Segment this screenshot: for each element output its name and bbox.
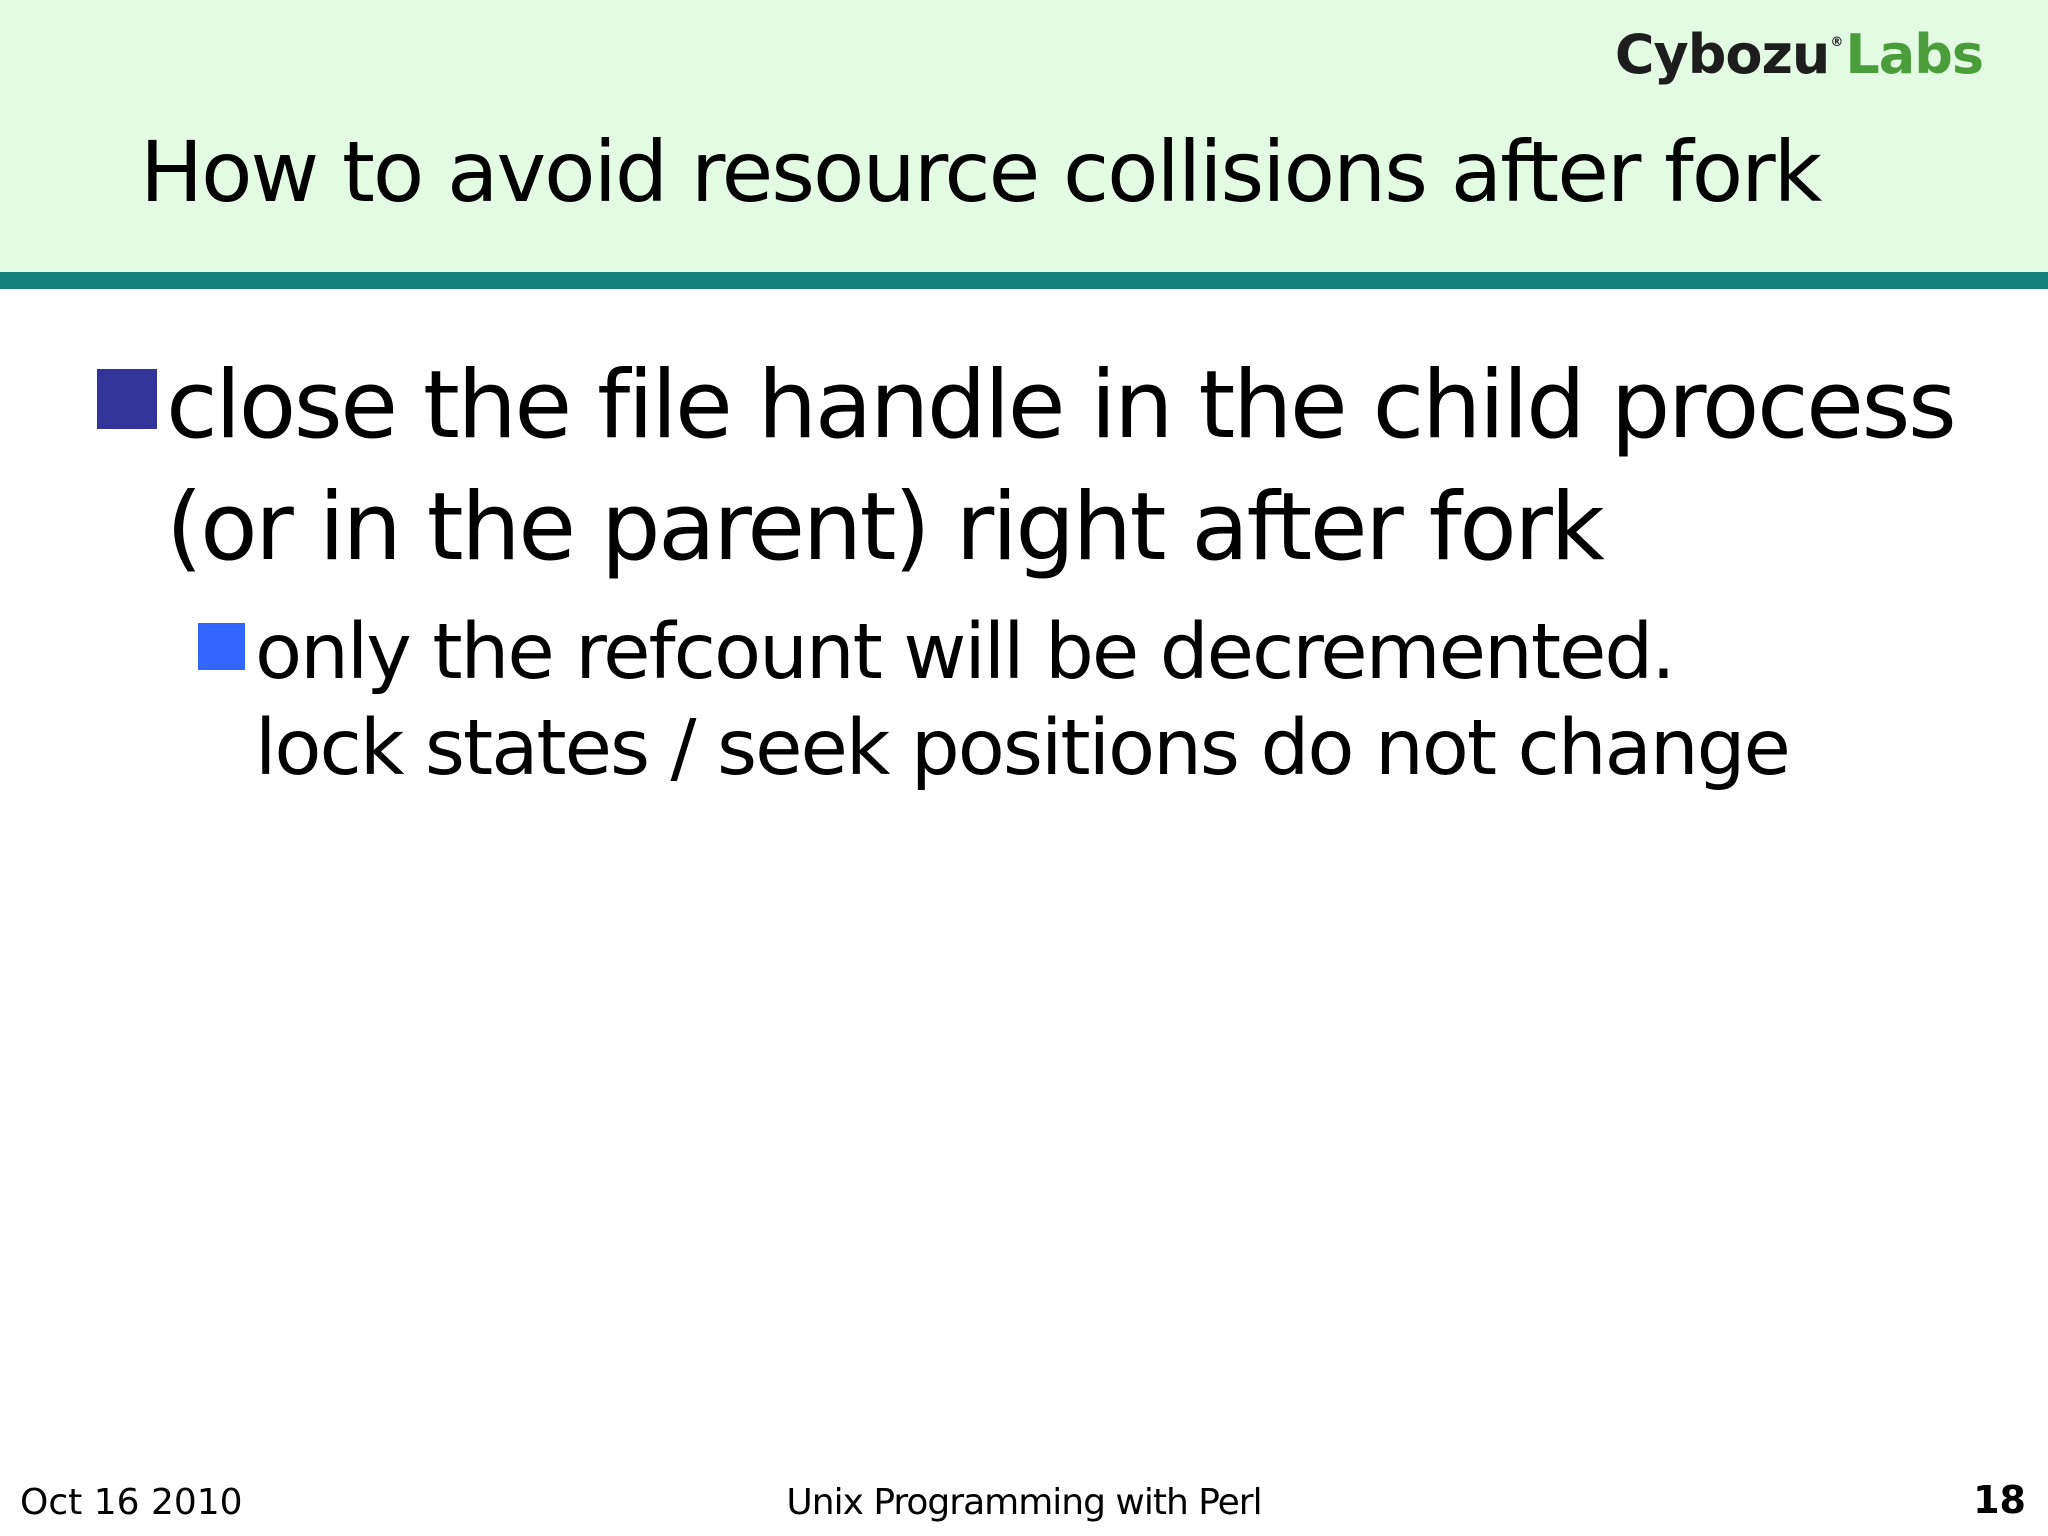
footer-presentation-title: Unix Programming with Perl <box>786 1482 1262 1523</box>
slide-header <box>0 0 2048 272</box>
cybozu-labs-logo <box>1614 23 1983 86</box>
bullet-square-icon <box>97 369 157 429</box>
page-number: 18 <box>1973 1478 2026 1522</box>
slide-title: How to avoid resource collisions after fork <box>140 123 1821 221</box>
sub-bullet-square-icon <box>198 623 245 670</box>
logo-text-labs: Labs <box>1845 23 1983 86</box>
footer-date: Oct 16 2010 <box>20 1482 243 1523</box>
header-divider <box>0 272 2048 289</box>
bullet-text: close the file handle in the child process (or in the parent) right after fork <box>166 351 1955 582</box>
registered-mark: ® <box>1830 35 1843 50</box>
sub-bullet-text: only the refcount will be decremented. lock states / seek positions do not change <box>255 608 1789 793</box>
logo-text-cybozu: Cybozu <box>1614 23 1830 86</box>
